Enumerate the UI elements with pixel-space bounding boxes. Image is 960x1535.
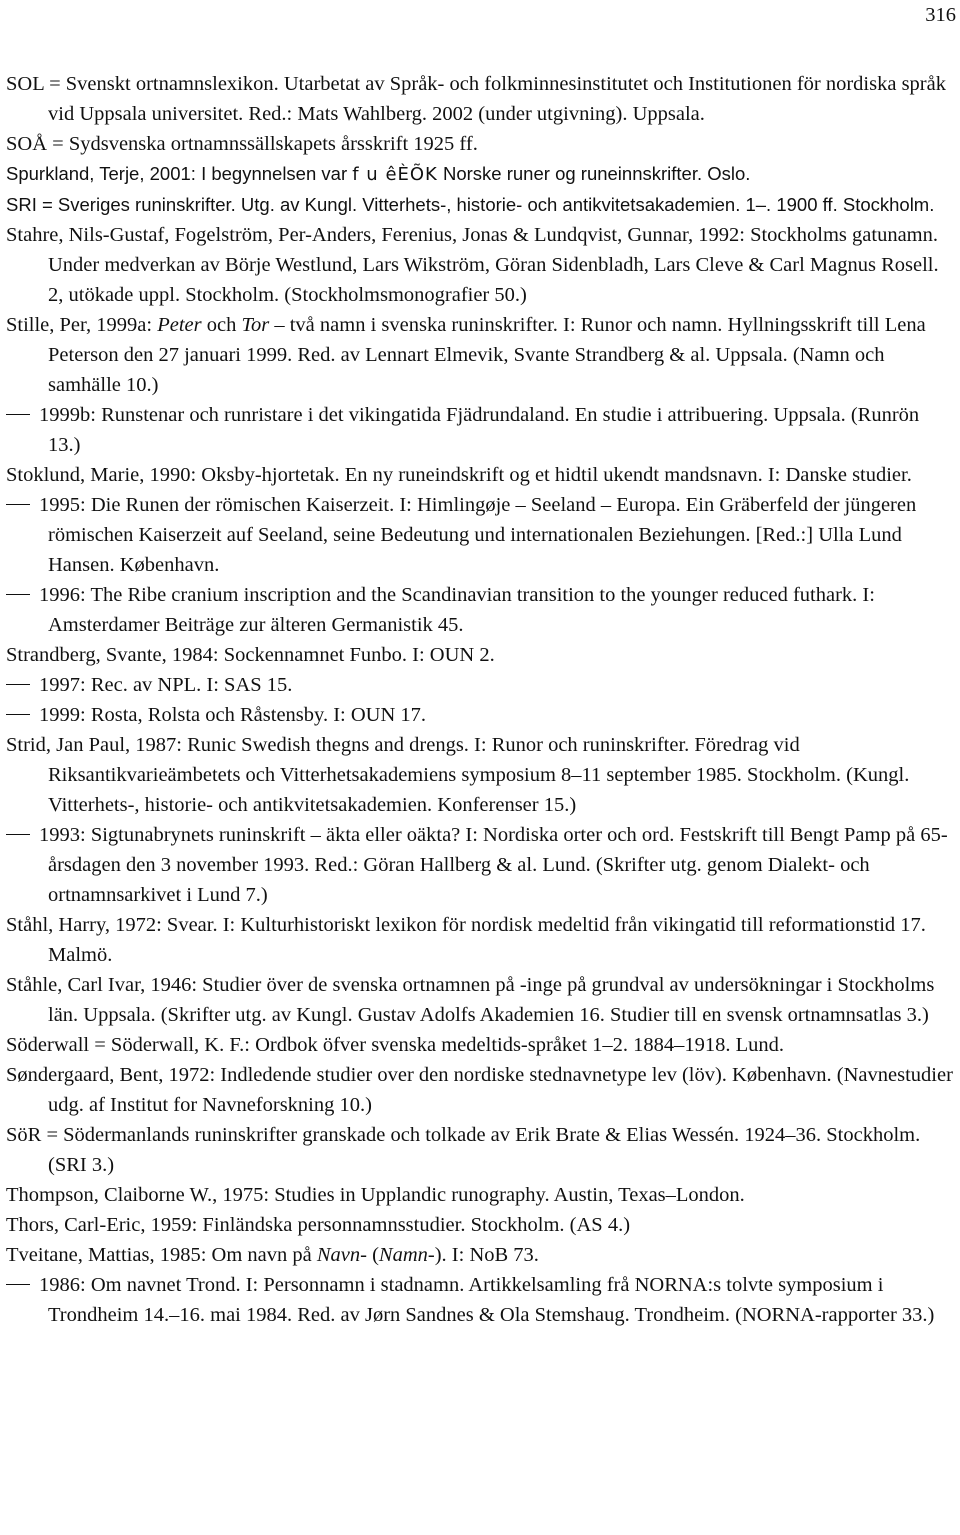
entry-text: SöR = Södermanlands runinskrifter granskade och tolkade av Erik Brate & Elias Wessén. 1924–36. Stockholm. (SRI 3.) (6, 1124, 921, 1176)
entry-text: Tveitane, Mattias, 1985: Om navn på (6, 1244, 317, 1266)
bibliography-list (6, 69, 956, 1330)
entry-text: och (201, 314, 242, 336)
bibliography-entry (6, 1270, 956, 1330)
entry-italic: Navn (316, 1244, 361, 1266)
bibliography-entry (6, 1210, 956, 1240)
ditto-dash (6, 1284, 30, 1285)
entry-text: Spurkland, Terje, 2001: I begynnelsen var (6, 163, 353, 184)
bibliography-entry (6, 460, 956, 490)
bibliography-entry (6, 69, 956, 129)
bibliography-entry (6, 400, 956, 460)
entry-text: 1997: Rec. av NPL. I: SAS 15. (39, 674, 293, 696)
entry-text: 1995: Die Runen der römischen Kaiserzeit. I: Himlingøje – Seeland – Europa. Ein Gräberfeld der jüngeren römischen Kaiserzeit auf Seeland, seine Bedeutung und internationalen Beziehungen. [Red.:] Ulla Lund Hansen. København. (39, 494, 917, 576)
ditto-dash (6, 504, 30, 505)
entry-text: Strandberg, Svante, 1984: Sockennamnet Funbo. I: OUN 2. (6, 644, 495, 666)
entry-italic: Peter (157, 314, 202, 336)
entry-text: Søndergaard, Bent, 1972: Indledende studier over den nordiske stednavnetype lev (löv). København. (Navnestudier udg. af Institut for Navneforskning 10.) (6, 1064, 953, 1116)
entry-text: SOL = Svenskt ortnamnslexikon. Utarbetat av Språk- och folkminnesinstitutet och Institutionen för nordiska språk vid Uppsala universitet. Red.: Mats Wahlberg. 2002 (under utgivning). Uppsala. (6, 73, 946, 125)
ditto-dash (6, 414, 30, 415)
entry-text: Thompson, Claiborne W., 1975: Studies in Upplandic runography. Austin, Texas–London. (6, 1184, 745, 1206)
bibliography-entry (6, 970, 956, 1030)
entry-text: Stoklund, Marie, 1990: Oksby-hjortetak. En ny runeindskrift og et hidtil ukendt mandsnavn. I: Danske studier. (6, 464, 912, 486)
runic-title: f u êÈÕK (352, 164, 438, 185)
entry-italic: Namn (378, 1244, 428, 1266)
entry-text: Stahre, Nils-Gustaf, Fogelström, Per-Anders, Ferenius, Jonas & Lundqvist, Gunnar, 1992: Stockholms gatunamn. Under medverkan av Börje Westlund, Lars Wikström, Göran Sidenbladh, Lars Cleve & Carl Magnus Rosell. 2, utökade uppl. Stockholm. (Stockholmsmonografier 50.) (6, 224, 939, 306)
bibliography-entry (6, 159, 956, 190)
bibliography-entry (6, 490, 956, 580)
ditto-dash (6, 684, 30, 685)
bibliography-entry (6, 129, 956, 159)
entry-text: SOÅ = Sydsvenska ortnamnssällskapets årsskrift 1925 ff. (6, 133, 478, 155)
entry-text: Ståhl, Harry, 1972: Svear. I: Kulturhistoriskt lexikon för nordisk medeltid från vikingatid till reformationstid 17. Malmö. (6, 914, 926, 966)
entry-text: SRI = Sveriges runinskrifter. Utg. av Kungl. Vitterhets-, historie- och antikvitetsakademien. 1–. 1900 ff. Stockholm. (6, 194, 935, 215)
bibliography-entry (6, 1060, 956, 1120)
bibliography-entry (6, 910, 956, 970)
entry-text: Ståhle, Carl Ivar, 1946: Studier över de svenska ortnamnen på -inge på grundval av undersökningar i Stockholms län. Uppsala. (Skrifter utg. av Kungl. Gustav Adolfs Akademien 16. Studier till en svensk ortnamnsatlas 3.) (6, 974, 935, 1026)
bibliography-entry (6, 1180, 956, 1210)
bibliography-entry (6, 220, 956, 310)
entry-text: -). I: NoB 73. (427, 1244, 539, 1266)
entry-text: - ( (360, 1244, 379, 1266)
bibliography-entry (6, 1120, 956, 1180)
entry-text: Norske runer og runeinnskrifter. Oslo. (437, 163, 751, 184)
ditto-dash (6, 594, 30, 595)
ditto-dash (6, 834, 30, 835)
entry-text: Stille, Per, 1999a: (6, 314, 158, 336)
bibliography-entry (6, 640, 956, 670)
entry-text: Thors, Carl-Eric, 1959: Finländska personnamnsstudier. Stockholm. (AS 4.) (6, 1214, 631, 1236)
entry-text: Strid, Jan Paul, 1987: Runic Swedish thegns and drengs. I: Runor och runinskrifter. Föredrag vid Riksantikvarieämbetets och Vitterhetsakademiens symposium 8–11 september 1985. Stockholm. (Kungl. Vitterhets-, historie- och antikvitetsakademien. Konferenser 15.) (6, 734, 910, 816)
bibliography-entry (6, 580, 956, 640)
ditto-dash (6, 714, 30, 715)
entry-text: 1999b: Runstenar och runristare i det vikingatida Fjädrundaland. En studie i attribuering. Uppsala. (Runrön 13.) (39, 404, 920, 456)
bibliography-entry (6, 190, 956, 220)
entry-text: 1996: The Ribe cranium inscription and the Scandinavian transition to the younger reduced futhark. I: Amsterdamer Beiträge zur älteren Germanistik 45. (39, 584, 875, 636)
bibliography-entry (6, 820, 956, 910)
entry-text: 1986: Om navnet Trond. I: Personnamn i stadnamn. Artikkelsamling frå NORNA:s tolvte symposium i Trondheim 14.–16. mai 1984. Red. av Jørn Sandnes & Ola Stemshaug. Trondheim. (NORNA-rapporter 33.) (39, 1274, 935, 1326)
bibliography-entry (6, 670, 956, 700)
bibliography-entry (6, 730, 956, 820)
entry-text: 1999: Rosta, Rolsta och Råstensby. I: OUN 17. (39, 704, 427, 726)
entry-italic: Tor (241, 314, 270, 336)
bibliography-entry (6, 700, 956, 730)
entry-text: – två namn i svenska runinskrifter. I: Runor och namn. Hyllningsskrift till Lena Peterson den 27 januari 1999. Red. av Lennart Elmevik, Svante Strandberg & al. Uppsala. (Namn och samhälle 10.) (48, 314, 926, 396)
bibliography-entry (6, 1240, 956, 1270)
entry-text: 1993: Sigtunabrynets runinskrift – äkta eller oäkta? I: Nordiska orter och ord. Festskrift till Bengt Pamp på 65-årsdagen den 3 november 1993. Red.: Göran Hallberg & al. Lund. (Skrifter utg. genom Dialekt- och ortnamnsarkivet i Lund 7.) (39, 824, 948, 906)
entry-text: Söderwall = Söderwall, K. F.: Ordbok öfver svenska medeltids-språket 1–2. 1884–1918. Lund. (6, 1034, 784, 1056)
page-number: 316 (925, 4, 956, 26)
bibliography-entry (6, 310, 956, 400)
bibliography-entry (6, 1030, 956, 1060)
